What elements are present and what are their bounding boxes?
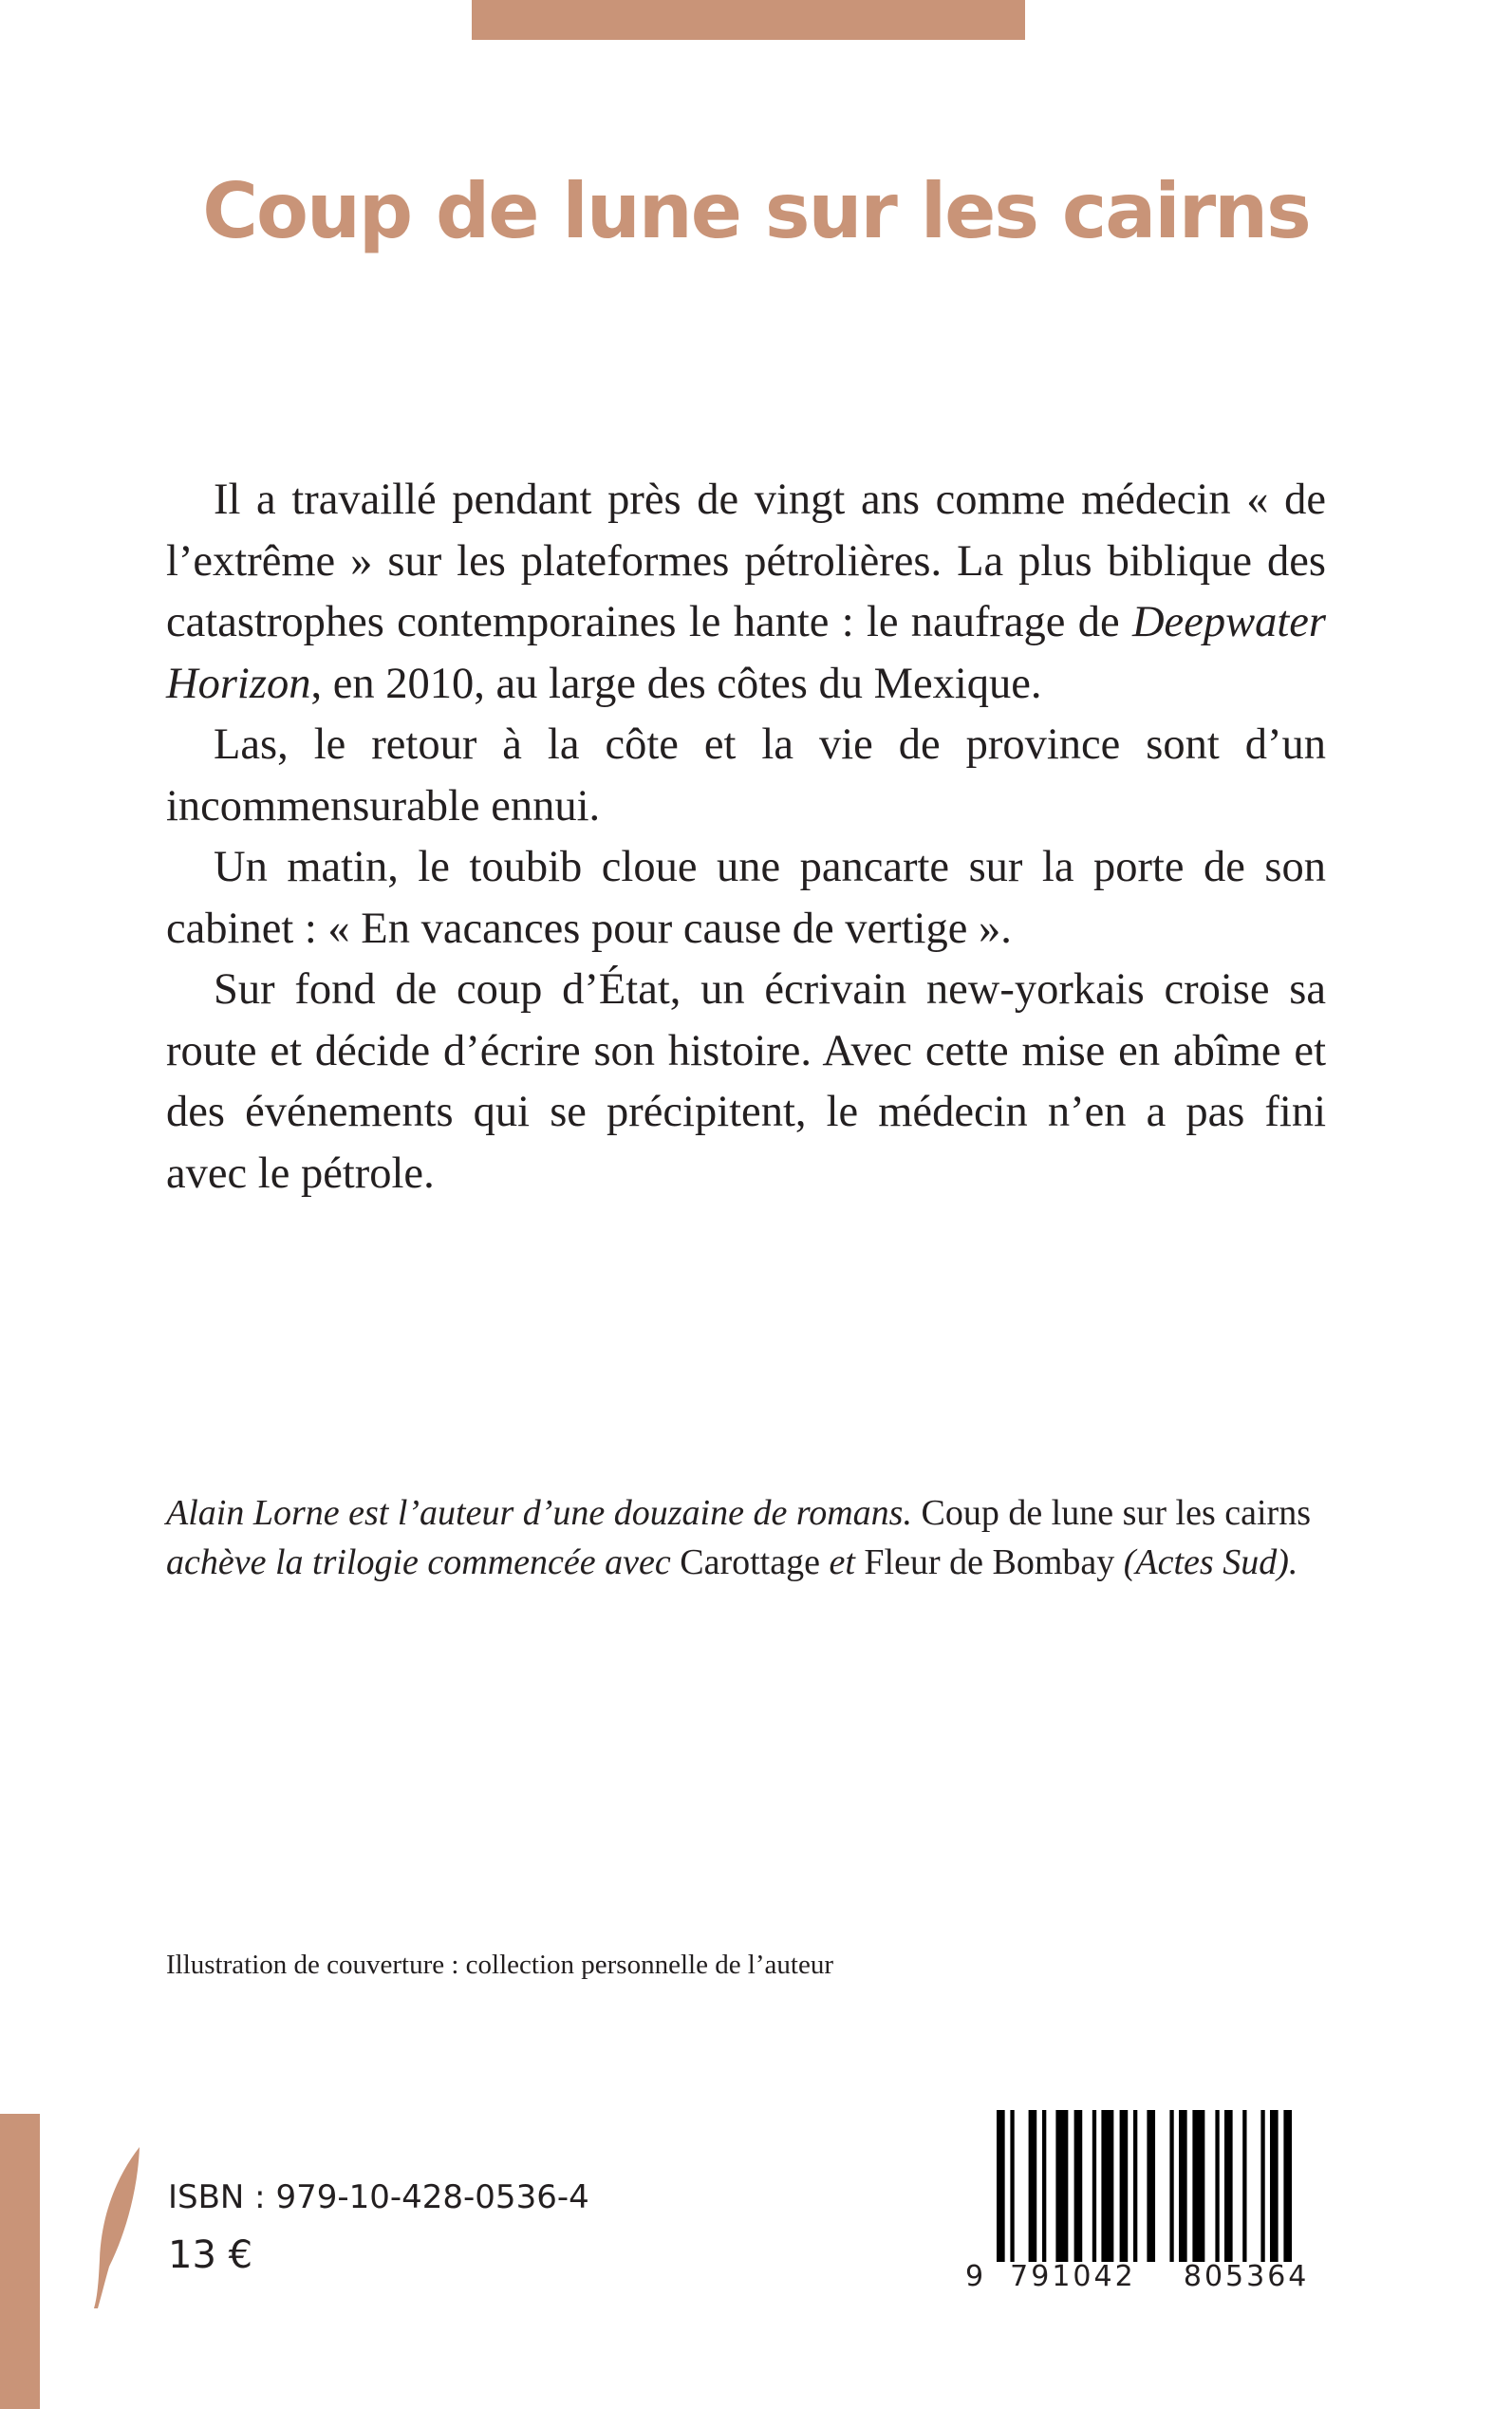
barcode-bar xyxy=(1192,2110,1204,2262)
barcode-bar xyxy=(1010,2110,1014,2262)
blurb-p1-text-b: , en 2010, au large des côtes du Mexique. xyxy=(310,659,1042,708)
author-note-text-6: Fleur de Bombay xyxy=(854,1542,1124,1582)
author-note-italic-3: achève la trilogie commencée avec xyxy=(166,1542,671,1582)
barcode-bar xyxy=(1120,2110,1129,2262)
side-accent-band xyxy=(0,2114,40,2409)
barcode xyxy=(965,2101,1326,2293)
isbn-number: ISBN : 979-10-428-0536-4 xyxy=(168,2178,589,2216)
barcode-digits-mid: 791042 xyxy=(1010,2260,1136,2293)
barcode-bars xyxy=(989,2110,1312,2262)
barcode-bar xyxy=(1215,2110,1219,2262)
barcode-bar xyxy=(1179,2110,1187,2262)
barcode-bar xyxy=(1242,2110,1246,2262)
barcode-bar xyxy=(1092,2110,1096,2262)
author-note-text-2: Coup de lune sur les cairns xyxy=(911,1493,1311,1533)
blurb-paragraph-4: Sur fond de coup d’État, un écrivain new-yorkais croise sa route et décide d’écrire son histoire. Avec cette mise en abîme et des événements qui se précipitent, le médecin n’en a pas fini avec le pétrole. xyxy=(166,965,1326,1198)
barcode-digit-left: 9 xyxy=(965,2260,987,2293)
barcode-bar xyxy=(1133,2110,1137,2262)
quill-icon xyxy=(90,2145,147,2311)
illustration-credit: Illustration de couverture : collection personnelle de l’auteur xyxy=(166,1950,833,1980)
blurb-paragraph-3: Un matin, le toubib cloue une pancarte sur la porte de son cabinet : « En vacances pour cause de vertige ». xyxy=(166,843,1326,953)
book-title: Coup de lune sur les cairns xyxy=(202,167,1310,255)
author-note-text-4: Carottage xyxy=(670,1542,830,1582)
blurb-paragraph-1 xyxy=(166,470,1326,715)
back-cover-blurb xyxy=(166,470,1326,1204)
barcode-digits xyxy=(965,2260,1326,2293)
price: 13 € xyxy=(168,2233,253,2277)
blurb-p1-italic: Deepwater Horizon xyxy=(166,598,1326,708)
author-note-italic-1: Alain Lorne est l’auteur d’une douzaine de romans. xyxy=(166,1493,912,1533)
barcode-bar xyxy=(1074,2110,1083,2262)
barcode-bar xyxy=(1147,2110,1155,2262)
top-accent-band xyxy=(472,0,1025,40)
author-note xyxy=(166,1488,1326,1587)
barcode-bar xyxy=(1283,2110,1292,2262)
blurb-p1-text-a: Il a travaillé pendant près de vingt ans comme médecin « de l’extrême » sur les plateformes pétrolières. La plus biblique des catastrophes contemporaines le hante : le naufrage de xyxy=(166,476,1326,646)
barcode-bar xyxy=(1055,2110,1068,2262)
barcode-bar xyxy=(1029,2110,1037,2262)
barcode-bar xyxy=(1101,2110,1113,2262)
barcode-digits-right: 805364 xyxy=(1183,2260,1310,2293)
barcode-bar xyxy=(1224,2110,1233,2262)
barcode-bar xyxy=(1260,2110,1264,2262)
author-note-italic-5: et xyxy=(829,1542,855,1582)
barcode-bar xyxy=(1169,2110,1173,2262)
barcode-bar xyxy=(1270,2110,1279,2262)
blurb-paragraph-2: Las, le retour à la côte et la vie de province sont d’un incommensurable ennui. xyxy=(166,720,1326,831)
author-note-italic-7: (Actes Sud). xyxy=(1123,1542,1298,1582)
barcode-bar xyxy=(1042,2110,1046,2262)
barcode-bar xyxy=(997,2110,1005,2262)
